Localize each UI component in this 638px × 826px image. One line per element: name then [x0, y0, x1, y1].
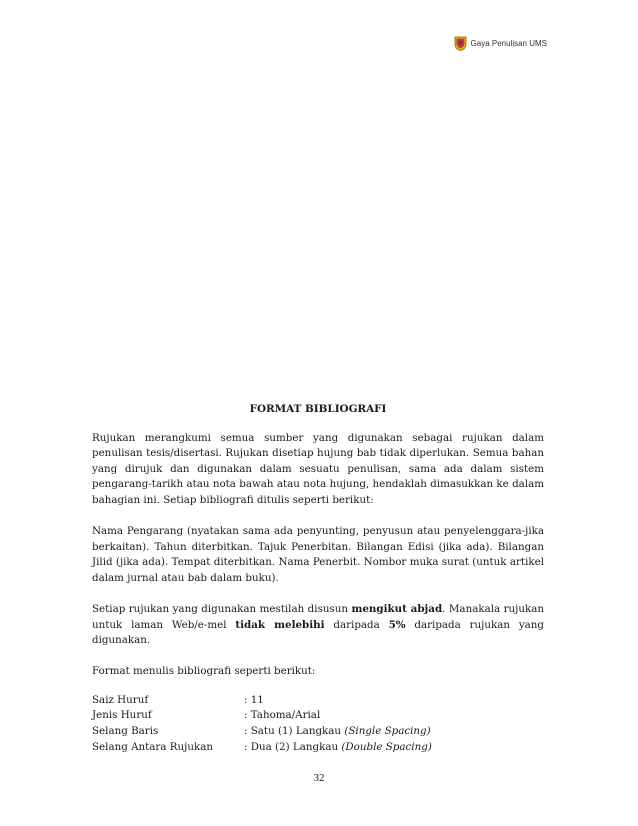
bold-text: 5% [388, 618, 406, 631]
spec-value-text: : Tahoma/Arial [244, 709, 321, 722]
paragraph-format-intro: Format menulis bibliografi seperti berikut: [92, 665, 316, 678]
format-spec-list [92, 693, 544, 755]
paragraph-format: Nama Pengarang (nyatakan sama ada penyunting, penyusun atau penyelenggara-jika berkaitan). Tahun diterbitkan. Tajuk Penerbitan. Bilangan Edisi (jika ada). Bilangan Jilid (jika ada). Tempat diterbitkan. Nama Penerbit. Nombor muka surat (untuk artikel dalam jurnal atau bab dalam buku). [92, 525, 544, 584]
spec-value [244, 693, 544, 709]
section-title: FORMAT BIBLIOGRAFI [249, 403, 387, 415]
ums-crest-icon [454, 36, 467, 51]
spec-label: Selang Antara Rujukan [92, 740, 213, 753]
text-fragment: Setiap rujukan yang digunakan mestilah disusun [92, 602, 352, 615]
spec-label: Saiz Huruf [92, 693, 149, 706]
text-fragment: . Manakala rujukan untuk laman Web/e-mel [92, 602, 544, 631]
bold-text: tidak melebihi [235, 618, 325, 631]
spec-value-text: : Satu (1) Langkau [244, 725, 345, 737]
spec-row [92, 708, 544, 724]
paragraph-rules [92, 602, 544, 649]
spec-value-text: : 11 [244, 693, 264, 706]
header-text: Gaya Penulisan UMS [470, 39, 547, 48]
page-header [454, 36, 547, 51]
spec-value [244, 708, 544, 724]
spec-value [244, 740, 544, 756]
spec-label: Selang Baris [92, 725, 159, 737]
paragraph-intro: Rujukan merangkumi semua sumber yang digunakan sebagai rujukan dalam penulisan tesis/disertasi. Rujukan disetiap hujung bab tidak diperlukan. Semua bahan yang dirujuk dan digunakan dalam sesuatu penulisan, sama ada dalam sistem pengarang-tarikh atau nota bawah atau nota hujung, hendaklah dimasukkan ke dalam bahagian ini. Setiap bibliografi ditulis seperti berikut: [92, 431, 544, 506]
text-fragment: daripada rujukan yang digunakan. [92, 618, 544, 647]
bold-text: mengikut abjad [351, 602, 443, 615]
document-body [92, 402, 544, 755]
spec-value-italic: (Single Spacing) [344, 725, 431, 737]
spec-value-italic: (Double Spacing) [341, 740, 432, 753]
spec-row [92, 724, 544, 740]
spec-value [244, 724, 544, 740]
text-fragment: daripada [324, 618, 389, 631]
spec-row [92, 693, 544, 709]
spec-label: Jenis Huruf [92, 709, 152, 722]
spec-value-text: : Dua (2) Langkau [244, 740, 342, 753]
page-number: 32 [313, 772, 325, 784]
spec-row [92, 740, 544, 756]
